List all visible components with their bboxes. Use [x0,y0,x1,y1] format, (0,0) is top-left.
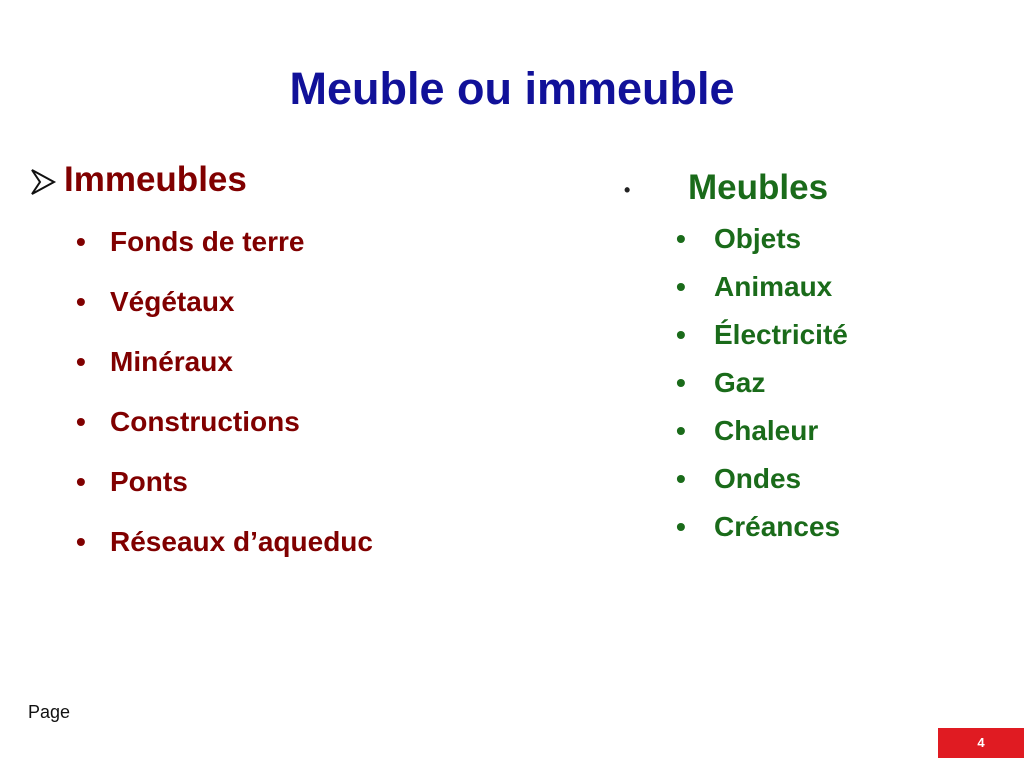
dot-bullet-icon: • [676,319,686,350]
arrow-bullet-icon [28,162,58,202]
dot-bullet-icon: • [76,466,86,497]
list-item: • Gaz [676,360,848,408]
dot-bullet-icon: • [676,271,686,302]
dot-bullet-icon: • [76,406,86,437]
list-item: • Constructions [76,398,373,458]
left-heading [28,156,247,204]
page-number-badge: 4 [938,728,1024,758]
footer-label: Page [28,702,71,722]
left-list [76,218,373,578]
list-item: • Ponts [76,458,373,518]
list-item: • Fonds de terre [76,218,373,278]
right-heading-label: Meubles [688,168,829,207]
list-item: • Électricité [676,312,848,360]
list-item: • Végétaux [76,278,373,338]
right-heading [624,164,828,214]
dot-bullet-icon: • [676,223,686,254]
dot-bullet-icon: • [76,346,86,377]
list-item: • Ondes [676,456,848,504]
list-item: • Créances [676,504,848,552]
dot-bullet-icon: • [76,226,86,257]
list-item: • Animaux [676,264,848,312]
list-item: • Chaleur [676,408,848,456]
dot-bullet-icon: • [676,415,686,446]
dot-bullet-icon: • [624,179,631,200]
list-item: • Réseaux d’aqueduc [76,518,373,578]
slide-title: Meuble ou immeuble [289,63,735,114]
dot-bullet-icon: • [76,526,86,557]
dot-bullet-icon: • [676,463,686,494]
dot-bullet-icon: • [76,286,86,317]
dot-bullet-icon: • [676,367,686,398]
right-list [676,216,848,552]
dot-bullet-icon: • [676,511,686,542]
list-item: • Objets [676,216,848,264]
left-heading-label: Immeubles [64,160,247,199]
list-item: • Minéraux [76,338,373,398]
